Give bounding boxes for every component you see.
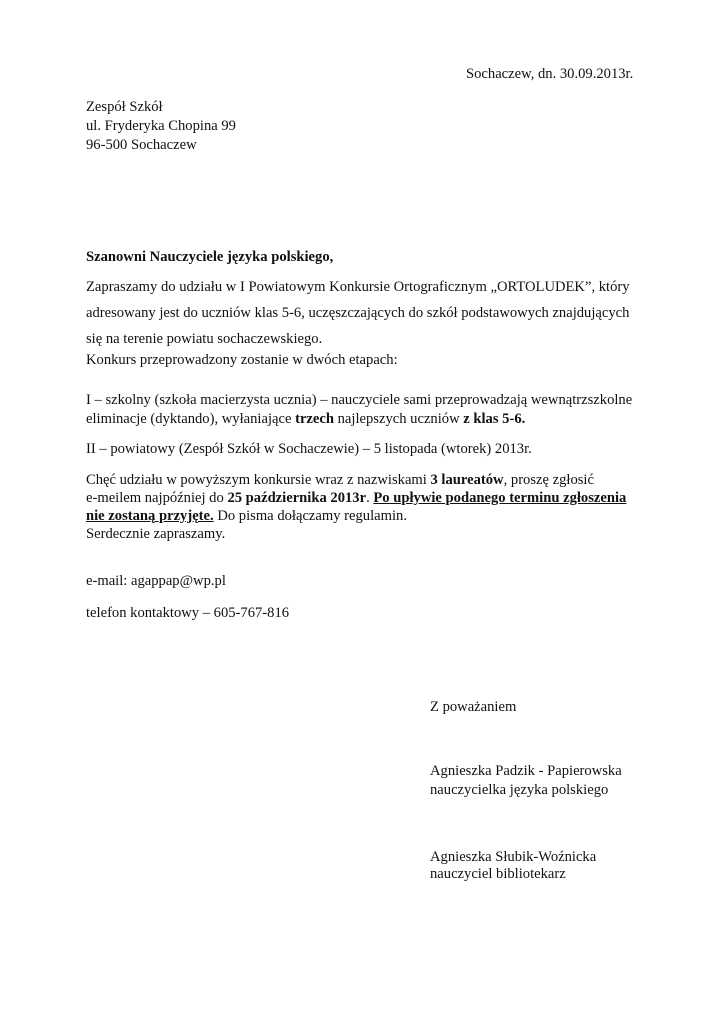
contact-phone: telefon kontaktowy – 605-767-816 [86, 605, 290, 621]
stage-1-bold-count: trzech [295, 411, 334, 427]
registration-line-3 [86, 508, 407, 525]
registration-bold-laureates: 3 laureatów [430, 472, 504, 488]
intro-line-3: się na terenie powiatu sochaczewskiego. [86, 331, 323, 347]
registration-line-1 [86, 472, 594, 489]
intro-line-1: Zapraszamy do udziału w I Powiatowym Konkursie Ortograficznym „ORTOLUDEK”, który [86, 279, 630, 295]
stage-2-line: II – powiatowy (Zespół Szkół w Sochaczewie) – 5 listopada (wtorek) 2013r. [86, 441, 532, 457]
signature-2-name: Agnieszka Słubik-Woźnicka [430, 849, 597, 865]
greeting: Szanowni Nauczyciele języka polskiego, [86, 249, 334, 265]
registration-text-d: e-meilem najpóźniej do [86, 490, 228, 506]
intro-line-4: Konkurs przeprowadzony zostanie w dwóch etapach: [86, 352, 398, 368]
addressee-line-1: Zespół Szkół [86, 99, 163, 115]
signature-2-role: nauczyciel bibliotekarz [430, 866, 566, 882]
closing: Z poważaniem [430, 699, 517, 715]
letter-date: Sochaczew, dn. 30.09.2013r. [466, 66, 634, 82]
addressee-line-3: 96-500 Sochaczew [86, 137, 197, 153]
stage-1-line-1: I – szkolny (szkoła macierzysta ucznia) – nauczyciele sami przeprowadzają wewnątrzszkolne [86, 392, 633, 408]
registration-warning-2: nie zostaną przyjęte. [86, 508, 214, 524]
registration-line-2 [86, 490, 626, 507]
signature-1-name: Agnieszka Padzik - Papierowska [430, 763, 622, 779]
registration-warning-1: Po upływie podanego terminu zgłoszenia [373, 490, 627, 506]
registration-text-c: , proszę zgłosić [503, 472, 594, 488]
registration-text-a: Chęć udziału w powyższym konkursie wraz z nazwiskami [86, 472, 431, 488]
registration-line-4: Serdecznie zapraszamy. [86, 526, 226, 542]
signature-1-role: nauczycielka języka polskiego [430, 782, 609, 798]
stage-1-line-2 [86, 411, 525, 428]
registration-text-f: Do pisma dołączamy regulamin. [213, 508, 407, 524]
registration-bold-deadline: 25 października 2013r [227, 490, 367, 506]
registration-text-e: . [366, 490, 374, 506]
addressee-line-2: ul. Fryderyka Chopina 99 [86, 118, 236, 134]
intro-line-2: adresowany jest do uczniów klas 5-6, uczęszczających do szkół podstawowych znajdujących [86, 305, 630, 321]
stage-1-text-c: najlepszych uczniów [333, 411, 464, 427]
stage-1-bold-classes: z klas 5-6. [463, 411, 526, 427]
contact-email: e-mail: agappap@wp.pl [86, 573, 226, 589]
stage-1-text-a: eliminacje (dyktando), wyłaniające [86, 411, 296, 427]
